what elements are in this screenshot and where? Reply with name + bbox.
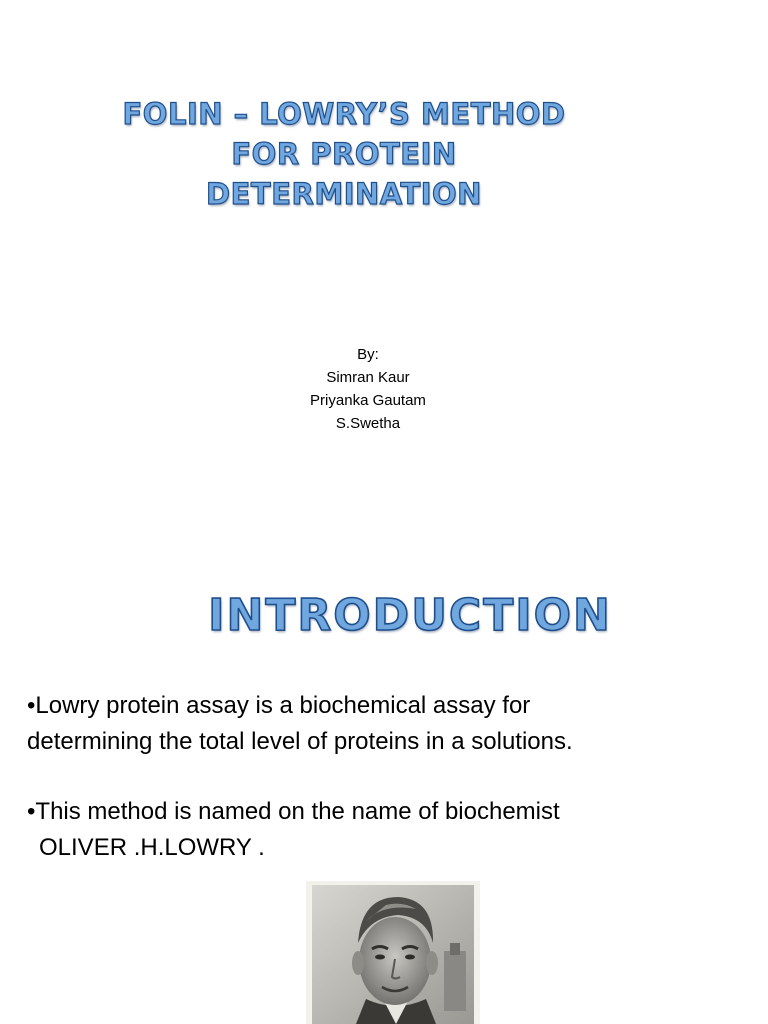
bullet-list bbox=[27, 688, 747, 900]
authors-heading: By: bbox=[357, 346, 379, 363]
author-name: S.Swetha bbox=[335, 415, 401, 432]
authors-block bbox=[218, 343, 518, 435]
bullet-text: •Lowry protein assay is a biochemical assay for bbox=[27, 692, 531, 719]
author-name: Priyanka Gautam bbox=[310, 392, 426, 409]
title-line-1: FOLIN – LOWRY’S METHOD bbox=[122, 97, 566, 131]
introduction-slide bbox=[0, 576, 768, 1024]
slide-title bbox=[100, 94, 588, 214]
bullet-text: OLIVER .H.LOWRY . bbox=[39, 834, 265, 861]
title-line-3: DETERMINATION bbox=[206, 177, 482, 211]
bullet-item bbox=[27, 688, 747, 760]
author-name: Simran Kaur bbox=[326, 369, 410, 386]
bullet-text: determining the total level of proteins in a solutions. bbox=[27, 728, 573, 755]
portrait-photo-icon bbox=[306, 881, 480, 1024]
bullet-text: •This method is named on the name of biochemist bbox=[27, 798, 560, 825]
introduction-title: INTRODUCTION bbox=[208, 590, 612, 641]
bullet-item bbox=[27, 794, 747, 866]
title-line-2: FOR PROTEIN bbox=[231, 137, 457, 171]
portrait-photo bbox=[306, 881, 480, 1024]
